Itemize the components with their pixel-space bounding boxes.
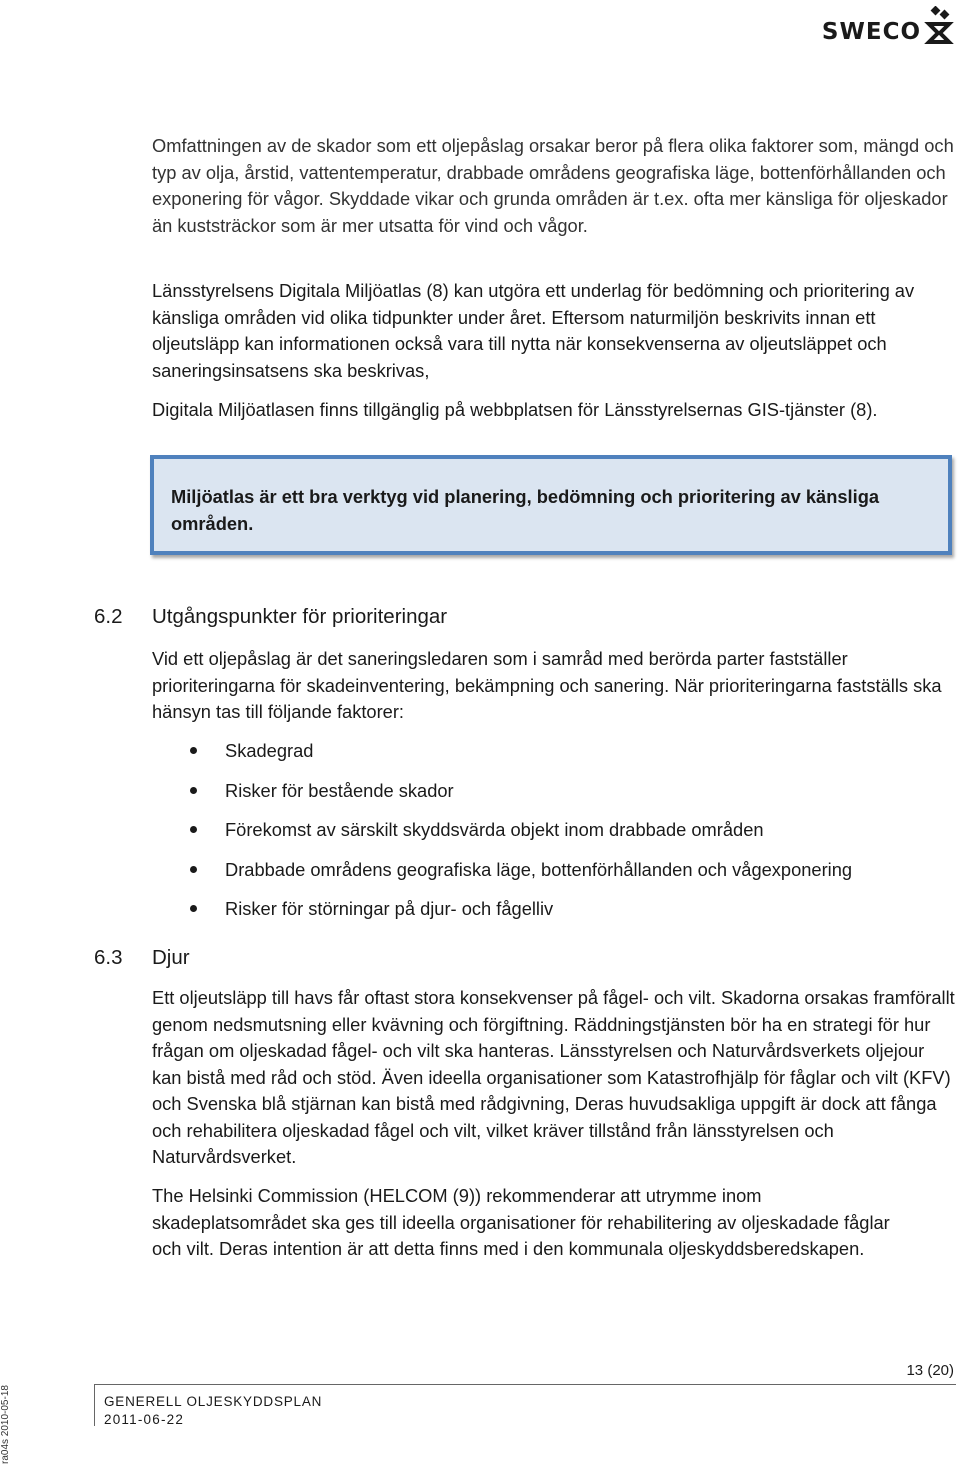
list-item: Risker för störningar på djur- och fågelliv [190, 896, 852, 936]
section-6-3-number: 6.3 [94, 946, 123, 969]
paragraph-oil-spill-wildlife: Ett oljeutsläpp till havs får oftast stora konsekvenser på fågel- och vilt. Skadorna orsakas framförallt genom nedsmutsning eller kvävning och förgiftning. Räddningstjänsten bör ha en strategi för hur frågan om oljeskadad fågel- och vilt ska hanteras. Länsstyrelsen och Naturvårdsverkets oljejour kan bistå med råd och stöd. Även ideella organisationer som Katastrofhjälp för fåglar och vilt (KFV) och Svenska blå stjärnan kan bistå med rådgivning, Deras huvudsakliga uppgift är dock att fånga och rehabilitera oljeskadad fågel och vilt, vilket kräver tillstånd från länsstyrelsen och Naturvårdsverket. [152, 987, 955, 1167]
paragraph-miljoatlas: Länsstyrelsens Digitala Miljöatlas (8) kan utgöra ett underlag för bedömning och prioritering av känsliga områden vid olika tidpunkter under året. Eftersom naturmiljön beskrivits innan ett oljeutsläpp kan informationen också vara till nytta när konsekvenserna av oljeutsläppet och saneringsinsatsens ska beskrivas, [152, 280, 915, 381]
sweco-mark-icon [924, 6, 954, 46]
callout-box [150, 455, 952, 555]
paragraph-oil-damage-factors: Omfattningen av de skador som ett oljepåslag orsakar beror på flera olika faktorer som, mängd och typ av olja, årstid, vattentemperatur, drabbade områdens geografiska läge, bottenförhållanden och exponering för vågor. Skyddade vikar och grunda områden är t.ex. ofta mer känsliga för oljeskador än kuststräckor som är mer utsatta för vind och vågor. [152, 135, 954, 236]
paragraph-helcom: The Helsinki Commission (HELCOM (9)) rekommenderar att utrymme inom skadeplatsområdet ska ges till ideella organisationer för rehabilitering av oljeskadade fåglar och vilt. Deras intention är att detta finns med i den kommunala oljeskyddsberedskapen. [152, 1185, 890, 1259]
bullet-icon [190, 905, 197, 912]
priority-factor-list [190, 738, 852, 936]
footer-date: 2011-06-22 [104, 1412, 185, 1427]
section-6-2-title: Utgångspunkter för prioriteringar [152, 605, 448, 628]
logo-text: SWECO [821, 19, 921, 45]
footer-divider [94, 1384, 956, 1385]
sweco-logo [822, 6, 954, 46]
bullet-icon [190, 866, 197, 873]
section-6-2-number: 6.2 [94, 605, 123, 628]
footer-document-title: GENERELL OLJESKYDDSPLAN [104, 1394, 323, 1409]
bullet-icon [190, 747, 197, 754]
section-6-3-title: Djur [152, 946, 190, 969]
bullet-icon [190, 826, 197, 833]
footer-side-code: ra04s 2010-05-18 [0, 1385, 11, 1464]
callout-text: Miljöatlas är ett bra verktyg vid planering, bedömning och prioritering av känsliga områden. [171, 486, 880, 534]
bullet-icon [190, 787, 197, 794]
list-item: Skadegrad [190, 738, 852, 778]
footer-divider-vertical [94, 1384, 95, 1426]
list-item: Förekomst av särskilt skyddsvärda objekt inom drabbade områden [190, 817, 852, 857]
list-item: Drabbade områdens geografiska läge, bottenförhållanden och vågexponering [190, 857, 852, 897]
paragraph-miljoatlas-availability: Digitala Miljöatlasen finns tillgänglig på webbplatsen för Länsstyrelsernas GIS-tjänster (8). [152, 399, 878, 420]
page-number: 13 (20) [906, 1362, 954, 1379]
list-item: Risker för bestående skador [190, 778, 852, 818]
section-6-2-intro: Vid ett oljepåslag är det saneringsledaren som i samråd med berörda parter fastställer prioriteringarna för skadeinventering, bekämpning och sanering. När prioriteringarna fastställs ska hänsyn tas till följande faktorer: [152, 648, 942, 722]
